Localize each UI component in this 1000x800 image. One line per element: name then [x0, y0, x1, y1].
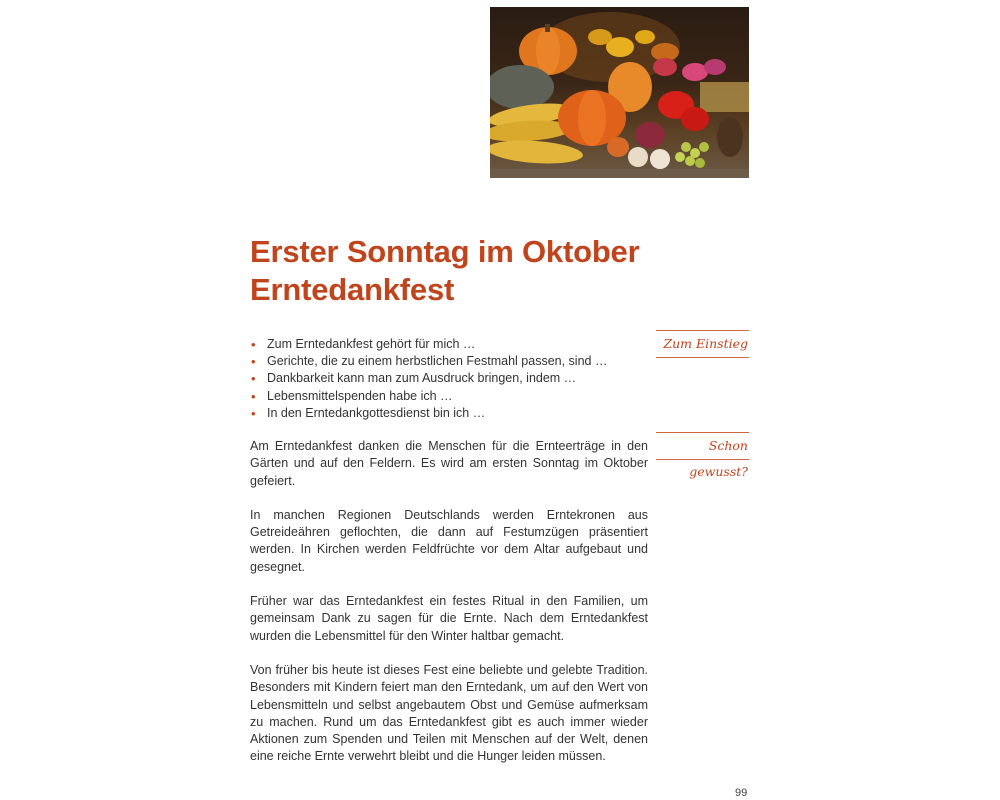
bullet-icon: • [251, 337, 256, 352]
harvest-illustration [490, 7, 749, 178]
sidebar-label-facts-text: Schon gewusst? [689, 438, 748, 479]
body-text [250, 438, 648, 783]
harvest-photo [490, 7, 749, 178]
bullet-icon: • [251, 371, 256, 387]
list-item: • Lebensmittelspenden habe ich … [251, 388, 453, 404]
prompt-list [250, 336, 650, 422]
list-item: • Dankbarkeit kann man zum Ausdruck bringen, indem … [251, 371, 577, 387]
paragraph: Von früher bis heute ist dieses Fest eine beliebte und gelebte Tradition. Besonders mit Kindern feiert man den Erntedank, um auf den Wert von Lebensmitteln und selbst angebautem Obst und Gemüse aufmerksam zu machen. Rund um das Erntedankfest gibt es auch immer wieder Aktionen zum Spenden und Teilen mit Menschen auf der Welt, denen eine reiche Ernte verwehrt bleibt und die Hunger leiden müssen. [250, 662, 648, 764]
title-line-1: Erster Sonntag im Oktober [250, 234, 640, 269]
paragraph: In manchen Regionen Deutschlands werden Erntekronen aus Getreideähren geflochten, die dann auf Festumzügen präsentiert werden. In Kirchen werden Feldfrüchte vor dem Altar aufgebaut und gesegnet. [250, 507, 648, 574]
bullet-icon: • [251, 354, 256, 370]
list-item: • In den Erntedankgottesdienst bin ich … [251, 405, 486, 421]
list-item: • Gerichte, die zu einem herbstlichen Festmahl passen, sind … [251, 354, 608, 370]
title-line-2: Erntedankfest [250, 272, 455, 307]
page-number: 99 [735, 787, 748, 799]
page-title [250, 233, 639, 309]
sidebar-label-intro-text: Zum Einstieg [663, 336, 748, 351]
bullet-icon: • [251, 405, 256, 421]
paragraph: Am Erntedankfest danken die Menschen für die Ernteerträge in den Gärten und auf den Feldern. Es wird am ersten Sonntag im Oktober gefeiert. [250, 439, 648, 488]
sidebar-label-facts [656, 432, 749, 479]
list-item: • Zum Erntedankfest gehört für mich … [251, 337, 476, 352]
bullet-icon: • [251, 388, 256, 404]
paragraph: Früher war das Erntedankfest ein festes Ritual in den Familien, um gemeinsam Dank zu sagen für die Ernte. Nach dem Erntedankfest wurden die Lebensmittel für den Winter haltbar gemacht. [250, 594, 648, 643]
sidebar-label-intro [656, 330, 749, 358]
